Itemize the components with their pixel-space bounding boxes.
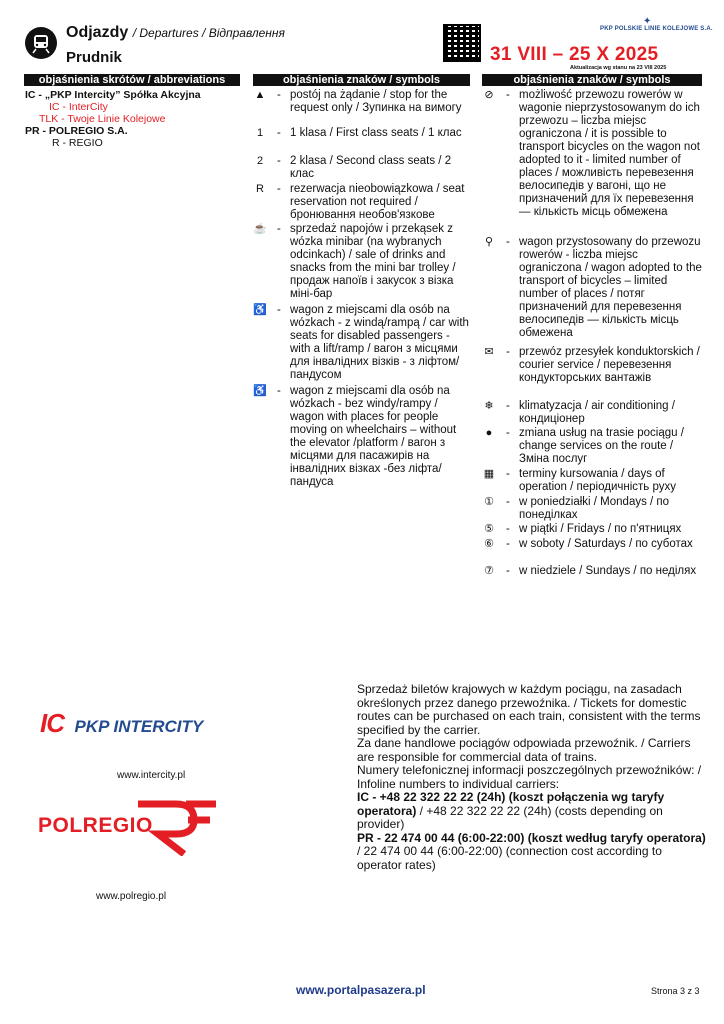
wheelchair-lift-icon: ♿: [253, 304, 267, 316]
abbreviation-item: IC - InterCity: [49, 101, 108, 113]
symbol-description: w piątki / Fridays / по п'ятницях: [519, 523, 682, 535]
symbol-dash: -: [506, 427, 510, 439]
pr-phone-rest: / 22 474 00 44 (6:00-22:00) (connection cost according to operator rates): [357, 844, 662, 872]
symbol-dash: -: [277, 304, 281, 316]
symbol-dash: -: [506, 468, 510, 480]
first-class-icon: 1: [256, 127, 264, 139]
page-number: Strona 3 z 3: [651, 986, 700, 996]
symbol-description: postój na żądanie / stop for the request only / Зупинка на вимогу: [290, 89, 462, 114]
info-paragraph-3: Numery telefonicznej informacji poszczególnych przewoźników: / Infoline numbers to individual carriers:: [357, 763, 702, 791]
symbol-description: terminy kursowania / days of operation / періодичність руху: [519, 468, 677, 493]
page-title: [66, 24, 285, 42]
polregio-logo: [38, 814, 153, 838]
info-block: [357, 683, 707, 872]
air-conditioning-icon: ❄: [484, 400, 494, 412]
abbreviation-item: PR - POLREGIO S.A.: [25, 125, 128, 137]
bicycle-icon: ⚲: [484, 236, 494, 248]
envelope-icon: ✉: [484, 346, 494, 358]
symbol-description: klimatyzacja / air conditioning / кондиціонер: [519, 400, 675, 425]
symbol-dash: -: [506, 236, 510, 248]
ic-phone-rest: / +48 22 322 22 22 (24h) (costs depending on provider): [357, 803, 663, 831]
symbol-description: wagon przystosowany do przewozu rowerów - liczba miejsc ograniczona / wagon adopted to the transport of bicycles – limited number of places / потяг призначений для перевезення велосипедів — кількість місць обмежена: [519, 236, 702, 339]
symbol-dash: -: [277, 155, 281, 167]
symbol-dash: -: [277, 183, 281, 195]
symbol-description: 1 klasa / First class seats / 1 клас: [290, 127, 462, 139]
symbol-description: w niedziele / Sundays / по неділях: [519, 565, 697, 577]
symbol-description: sprzedaż napojów i przekąsek z wózka minibar (na wybranych odcinkach) / sale of drinks and snacks from the mini bar trolley / продаж напоїв і закусок з візка міні-бар: [290, 223, 456, 300]
abbreviation-item: TLK - Twoje Linie Kolejowe: [39, 113, 166, 125]
portal-link[interactable]: www.portalpasazera.pl: [296, 983, 426, 997]
symbol-description: wagon z miejscami dla osób na wózkach - z windą/rampą / car with seats for disabled passengers - with a lift/ramp / вагон з місцями для інвалідних візків - з ліфтом/пандусом: [290, 304, 469, 381]
date-range: 31 VIII – 25 X 2025: [490, 44, 659, 65]
symbol-dash: -: [506, 496, 510, 508]
info-ic-phone: [357, 791, 707, 832]
monday-icon: ①: [484, 496, 494, 508]
sunday-icon: ⑦: [484, 565, 494, 577]
symbol-description: w poniedziałki / Mondays / по понеділках: [519, 496, 670, 521]
calendar-icon: ▦: [483, 468, 495, 480]
info-paragraph-1: Sprzedaż biletów krajowych w każdym pociągu, na zasadach określonych przez danego przewoźnika. / Tickets for domestic routes can be purchased on each train, consistent with the terms specified by the carrier.: [357, 682, 701, 737]
symbol-dash: -: [506, 538, 510, 550]
symbol-dash: -: [506, 346, 510, 358]
symbol-dash: -: [506, 400, 510, 412]
polregio-mark-icon: [136, 800, 216, 856]
symbol-description: rezerwacja nieobowiązkowa / seat reservation not required / бронювання необов'язкове: [290, 183, 465, 221]
abbreviations-list: [25, 89, 201, 149]
intercity-logo: [40, 708, 203, 739]
symbol-description: możliwość przewozu rowerów w wagonie nieprzystosowanym do ich przewozu – liczba miejsc ograniczona / it is possible to transport bicycles on the wagon not adopted to it - limited number of places / можливість перевезення велосипедів у вагоні, що не призначений для їх перевезення — кількість місць обмежена: [519, 89, 700, 218]
symbols-header-1: objaśnienia znaków / symbols: [253, 74, 470, 86]
intercity-mark: IC: [40, 708, 64, 738]
symbols-header-2: objaśnienia znaków / symbols: [482, 74, 702, 86]
wheelchair-no-lift-icon: ♿: [253, 385, 267, 397]
qr-code: [443, 24, 481, 62]
intercity-name: PKP INTERCITY: [74, 717, 204, 736]
reservation-icon: R: [256, 183, 264, 195]
friday-icon: ⑤: [484, 523, 494, 535]
polregio-link[interactable]: www.polregio.pl: [96, 891, 167, 902]
symbol-description: przewóz przesyłek konduktorskich / courier service / перевезення кондукторських вантажів: [519, 346, 700, 384]
pr-phone-bold: PR - 22 474 00 44 (6:00-22:00) (koszt według taryfy operatora): [357, 830, 706, 845]
info-pr-phone: [357, 832, 707, 873]
alert-icon: ●: [485, 427, 493, 439]
symbol-dash: -: [506, 565, 510, 577]
title-text: Odjazdy: [66, 24, 129, 41]
saturday-icon: ⑥: [484, 538, 494, 550]
symbol-description: w soboty / Saturdays / по суботах: [519, 538, 693, 550]
intercity-link[interactable]: www.intercity.pl: [117, 770, 186, 781]
symbol-dash: -: [506, 523, 510, 535]
update-note: Aktualizacja wg stanu na 23 VIII 2025: [570, 65, 667, 71]
polregio-name: POLREGIO: [38, 814, 153, 837]
plk-logo-icon: ✦: [643, 16, 652, 27]
title-subtitle: / Departures / Відправлення: [132, 26, 285, 40]
train-icon: [25, 27, 57, 59]
triangle-icon: ▲: [254, 89, 266, 101]
abbreviation-item: IC - „PKP Intercity” Spółka Akcyjna: [25, 89, 201, 101]
symbol-dash: -: [277, 223, 281, 235]
second-class-icon: 2: [256, 155, 264, 167]
symbol-dash: -: [277, 385, 281, 397]
plk-logo-text: PKP POLSKIE LINIE KOLEJOWE S.A.: [600, 26, 713, 32]
symbol-dash: -: [277, 127, 281, 139]
symbol-description: zmiana usług na trasie pociągu / change services on the route / Зміна послуг: [519, 427, 684, 465]
abbreviation-item: R - REGIO: [52, 137, 103, 149]
bike-limited-icon: ⊘: [484, 89, 494, 101]
minibar-icon: ☕: [253, 223, 267, 235]
info-paragraph-2: Za dane handlowe pociągów odpowiada przewoźnik. / Carriers are responsible for commercial data of trains.: [357, 736, 691, 764]
abbreviations-header: objaśnienia skrótów / abbreviations: [24, 74, 240, 86]
symbol-dash: -: [506, 89, 510, 101]
symbol-dash: -: [277, 89, 281, 101]
ic-phone-bold: IC - +48 22 322 22 22 (24h) (koszt połączenia wg taryfy operatora): [357, 790, 665, 818]
symbol-description: 2 klasa / Second class seats / 2 клас: [290, 155, 452, 180]
station-name: Prudnik: [66, 49, 122, 66]
symbol-description: wagon z miejscami dla osób na wózkach - bez windy/rampy / wagon with places for people moving on wheelchairs – without the elevator /platform / вагон з місцями для пасажирів на інвалідних візках -без ліфта/пандуса: [290, 385, 457, 488]
